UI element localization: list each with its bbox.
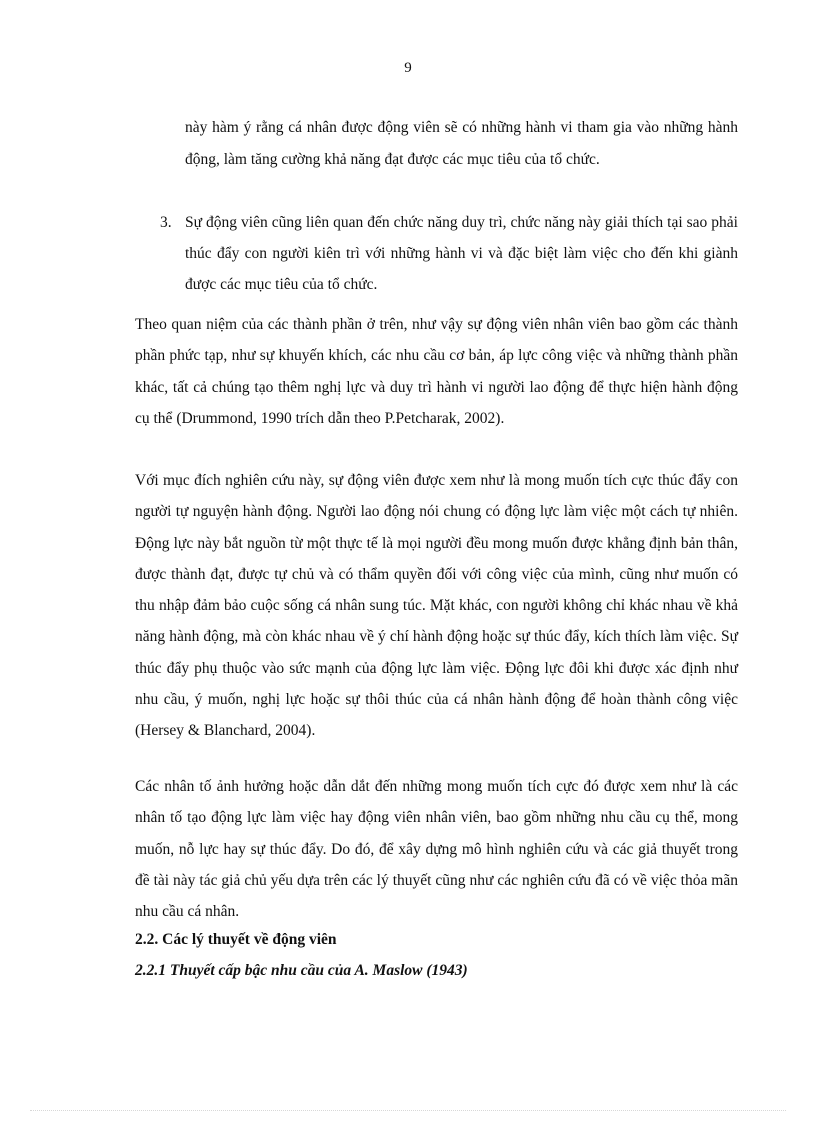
paragraph-1: Theo quan niệm của các thành phần ở trên, như vậy sự động viên nhân viên bao gồm các thành phần phức tạp, như sự khuyến khích, các nhu cầu cơ bản, áp lực công việc và những thành phần khác, tất cả chúng tạo thêm nghị lực và duy trì hành vi người lao động để thực hiện hành động cụ thể (Drummond, 1990 trích dẫn theo P.Petcharak, 2002). xyxy=(135,316,738,427)
page-number: 9 xyxy=(404,60,412,76)
paragraph-2: Với mục đích nghiên cứu này, sự động viên được xem như là mong muốn tích cực thúc đẩy con người tự nguyện hành động. Người lao động nói chung có động lực làm việc một cách tự nhiên. Động lực này bắt nguồn từ một thực tế là mọi người đều mong muốn được khẳng định bản thân, được thành đạt, được tự chủ và có thẩm quyền đối với công việc của mình, cũng như muốn có thu nhập đảm bảo cuộc sống cá nhân sung túc. Mặt khác, con người không chỉ khác nhau về khả năng hành động, mà còn khác nhau về ý chí hành động hoặc sự thúc đẩy, kích thích làm việc. Sự thúc đẩy phụ thuộc vào sức mạnh của động lực làm việc. Động lực đôi khi được xác định như nhu cầu, ý muốn, nghị lực hoặc sự thôi thúc của cá nhân hành động để hoàn thành công việc (Hersey & Blanchard, 2004). xyxy=(135,472,738,740)
page-bottom-divider xyxy=(30,1110,786,1111)
list-item-number: 3. xyxy=(160,214,172,231)
list-item-continuation: này hàm ý rằng cá nhân được động viên sẽ có những hành vi tham gia vào những hành động, làm tăng cường khả năng đạt được các mục tiêu của tổ chức. xyxy=(185,119,738,168)
paragraph-3: Các nhân tố ảnh hưởng hoặc dẫn dắt đến những mong muốn tích cực đó được xem như là các nhân tố tạo động lực làm việc hay động viên nhân viên, bao gồm những nhu cầu cụ thể, mong muốn, nỗ lực hay sự thúc đẩy. Do đó, để xây dựng mô hình nghiên cứu và các giả thuyết trong đề tài này tác giả chủ yếu dựa trên các lý thuyết cũng như các nghiên cứu đã có về việc thỏa mãn nhu cầu cá nhân. xyxy=(135,778,738,921)
subsection-heading: 2.2.1 Thuyết cấp bậc nhu cầu của A. Maslow (1943) xyxy=(135,962,468,979)
section-heading: 2.2. Các lý thuyết về động viên xyxy=(135,931,337,948)
list-item-text: Sự động viên cũng liên quan đến chức năng duy trì, chức năng này giải thích tại sao phải thúc đẩy con người kiên trì với những hành vi và đặc biệt làm việc cho đến khi giành được các mục tiêu của tổ chức. xyxy=(185,214,738,293)
list-item xyxy=(160,207,738,300)
